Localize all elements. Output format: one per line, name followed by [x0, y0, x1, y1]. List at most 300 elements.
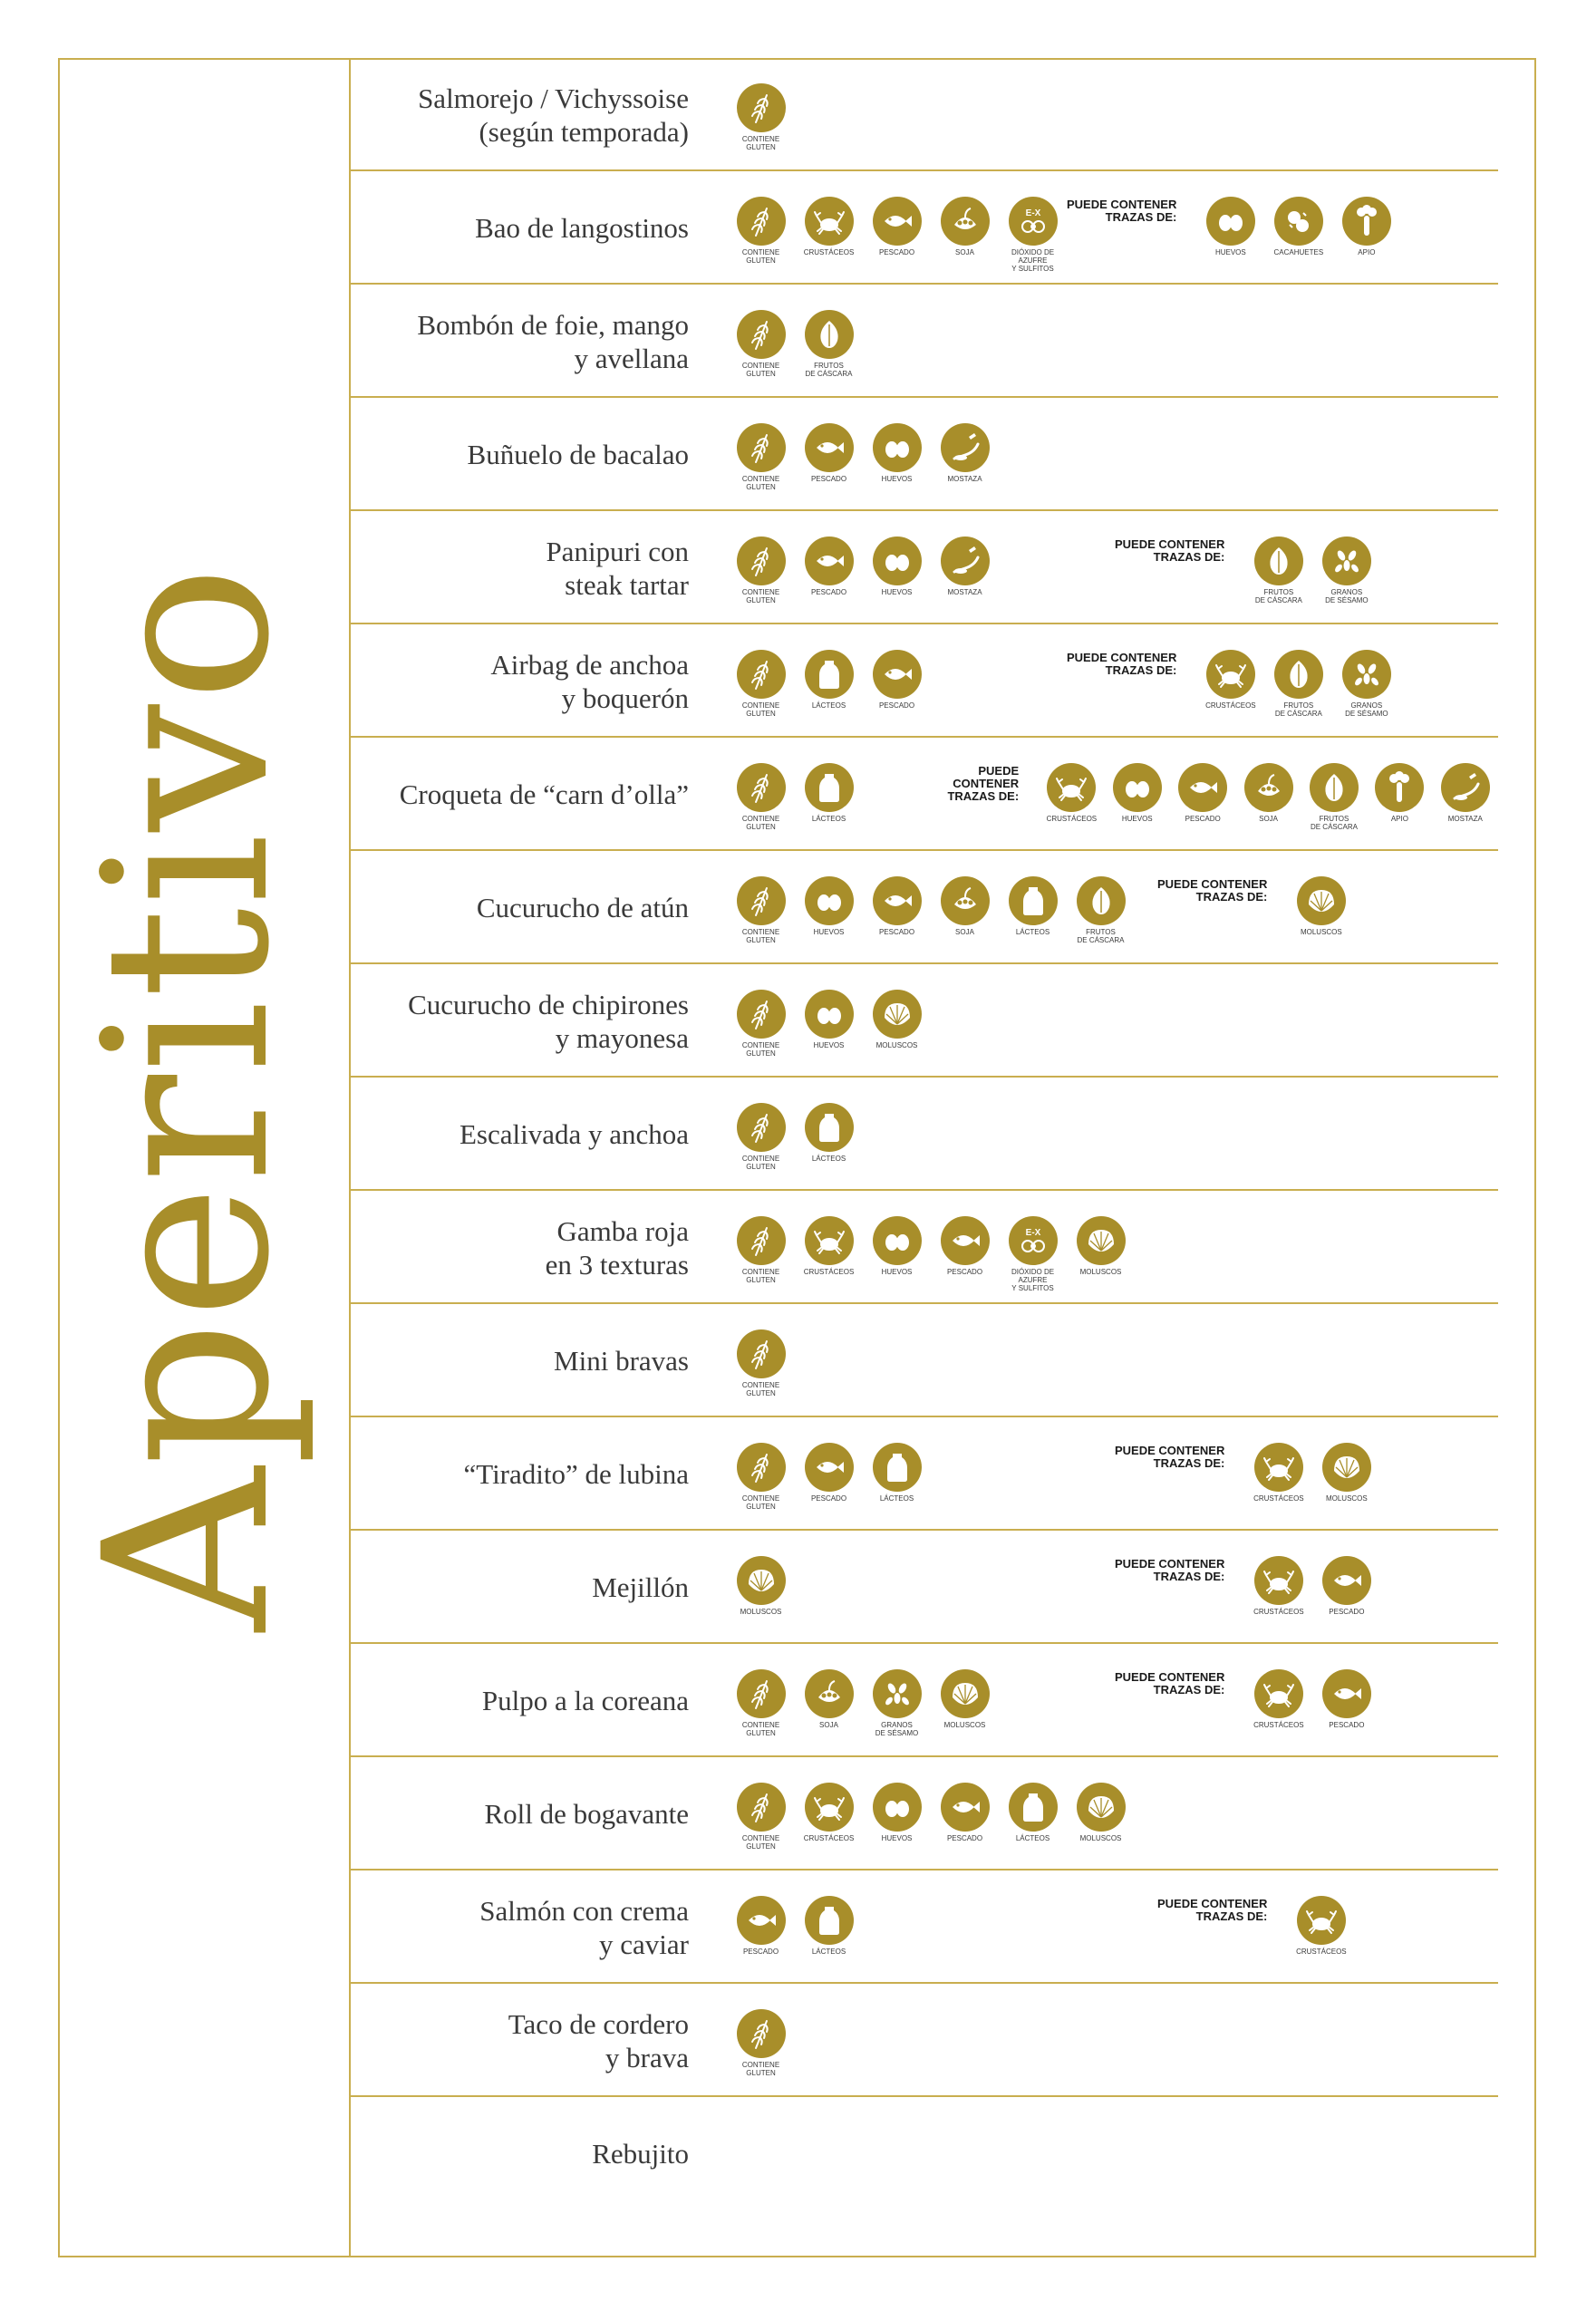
- allergen-list: [727, 1896, 863, 1956]
- allergen-label: HUEVOS: [1121, 815, 1153, 823]
- moluscos-icon: [873, 990, 922, 1039]
- allergen-label: CRUSTÁCEOS: [803, 248, 855, 256]
- gluten-allergen: [727, 1669, 795, 1737]
- huevos-icon: [873, 1216, 922, 1265]
- sesamo-icon: [1342, 650, 1391, 699]
- allergen-label: FRUTOS DE CÁSCARA: [1310, 815, 1358, 831]
- mostaza-icon: [1441, 763, 1490, 812]
- moluscos-allergen: [1067, 1783, 1135, 1851]
- allergen-label: CRUSTÁCEOS: [1253, 1721, 1304, 1729]
- sesamo-allergen: [1312, 536, 1380, 604]
- crustaceos-icon: [1206, 650, 1255, 699]
- pescado-icon: [737, 1896, 786, 1945]
- soja-allergen: [931, 876, 999, 944]
- trazas-label: PUEDE CONTENER TRAZAS DE:: [1067, 198, 1177, 224]
- dish-row: [351, 171, 1498, 285]
- allergen-label: LÁCTEOS: [1015, 1834, 1050, 1842]
- gluten-allergen: [727, 1216, 795, 1292]
- gluten-icon: [737, 1783, 786, 1832]
- apio-allergen: [1367, 763, 1432, 823]
- allergen-label: FRUTOS DE CÁSCARA: [1274, 701, 1322, 718]
- trazas-label: PUEDE CONTENER TRAZAS DE:: [1115, 1670, 1225, 1696]
- trazas-label: PUEDE CONTENER TRAZAS DE:: [1115, 1444, 1225, 1470]
- soja-allergen: [1235, 763, 1301, 823]
- frutos-icon: [1254, 536, 1303, 585]
- allergen-label: GRANOS DE SÉSAMO: [1325, 588, 1369, 604]
- gluten-icon: [737, 650, 786, 699]
- gluten-allergen: [727, 1329, 795, 1397]
- gluten-icon: [737, 1103, 786, 1152]
- allergen-list: [727, 1329, 795, 1397]
- allergen-label: LÁCTEOS: [811, 1948, 846, 1956]
- pescado-allergen: [1312, 1669, 1380, 1729]
- trazas-group: [1115, 1443, 1380, 1503]
- dish-name: Gamba roja en 3 texturas: [545, 1214, 689, 1281]
- gluten-icon: [737, 1669, 786, 1718]
- frutos-icon: [1310, 763, 1359, 812]
- gluten-icon: [737, 197, 786, 246]
- huevos-allergen: [863, 423, 931, 491]
- dish-row: [351, 624, 1498, 738]
- dish-name-cell: [400, 738, 689, 851]
- lacteos-allergen: [999, 876, 1067, 944]
- dish-name-cell: [418, 58, 689, 171]
- pescado-icon: [1178, 763, 1227, 812]
- sesamo-icon: [1322, 536, 1371, 585]
- huevos-icon: [1113, 763, 1162, 812]
- allergen-label: CRUSTÁCEOS: [1253, 1494, 1304, 1503]
- lacteos-allergen: [795, 1103, 863, 1171]
- allergen-label: MOLUSCOS: [1325, 1494, 1368, 1503]
- gluten-icon: [737, 1329, 786, 1378]
- pescado-icon: [873, 197, 922, 246]
- pescado-icon: [1322, 1669, 1371, 1718]
- lacteos-allergen: [795, 650, 863, 718]
- dish-name: Escalivada y anchoa: [459, 1118, 689, 1150]
- pescado-icon: [805, 423, 854, 472]
- gluten-icon: [737, 1216, 786, 1265]
- huevos-icon: [805, 876, 854, 925]
- allergen-list: [727, 1669, 999, 1737]
- allergen-label: HUEVOS: [813, 1041, 845, 1049]
- soja-allergen: [795, 1669, 863, 1737]
- pescado-allergen: [863, 650, 931, 718]
- gluten-allergen: [727, 990, 795, 1058]
- allergen-label: FRUTOS DE CÁSCARA: [1077, 928, 1125, 944]
- trazas-group: [1067, 197, 1400, 256]
- allergen-label: LÁCTEOS: [1015, 928, 1050, 936]
- allergen-list: [727, 310, 863, 378]
- allergen-label: PESCADO: [810, 588, 847, 596]
- dish-row: [351, 851, 1498, 964]
- crustaceos-icon: [805, 1783, 854, 1832]
- pescado-icon: [873, 650, 922, 699]
- dish-name: Croqueta de “carn d’olla”: [399, 778, 689, 810]
- allergen-label: CACAHUETES: [1273, 248, 1324, 256]
- pescado-icon: [941, 1216, 990, 1265]
- svg-text:E-X: E-X: [1025, 208, 1040, 218]
- trazas-group: [1115, 536, 1380, 604]
- dish-name-cell: [468, 398, 689, 511]
- dish-name: Roll de bogavante: [484, 1798, 689, 1830]
- allergen-label: MOLUSCOS: [943, 1721, 986, 1729]
- sesamo-allergen: [863, 1669, 931, 1737]
- allergen-label: MOSTAZA: [947, 475, 982, 483]
- allergen-list: [727, 876, 1135, 944]
- gluten-allergen: [727, 763, 795, 831]
- allergen-label: HUEVOS: [881, 1268, 913, 1276]
- allergen-label: HUEVOS: [1214, 248, 1246, 256]
- allergen-label: LÁCTEOS: [811, 701, 846, 710]
- allergen-label: CONTIENE GLUTEN: [741, 701, 780, 718]
- pescado-icon: [941, 1783, 990, 1832]
- dish-name: Salmorejo / Vichyssoise (según temporada): [418, 82, 689, 148]
- crustaceos-icon: [1254, 1556, 1303, 1605]
- frutos-allergen: [795, 310, 863, 378]
- frutos-allergen: [1264, 650, 1332, 718]
- allergen-label: CONTIENE GLUTEN: [741, 362, 780, 378]
- moluscos-allergen: [1067, 1216, 1135, 1292]
- dish-list: [351, 58, 1498, 2220]
- dish-name-cell: [546, 511, 689, 624]
- dish-name-cell: [459, 1078, 689, 1191]
- allergen-list: [727, 1103, 863, 1171]
- pescado-allergen: [931, 1783, 999, 1851]
- moluscos-allergen: [1312, 1443, 1380, 1503]
- allergen-label: CONTIENE GLUTEN: [741, 135, 780, 151]
- allergen-label: CRUSTÁCEOS: [1205, 701, 1256, 710]
- dish-name: Cucurucho de chipirones y mayonesa: [408, 988, 689, 1054]
- moluscos-icon: [941, 1669, 990, 1718]
- allergen-label: CONTIENE GLUTEN: [741, 815, 780, 831]
- dish-name-cell: [554, 1304, 689, 1417]
- lacteos-allergen: [795, 1896, 863, 1956]
- dish-row: [351, 58, 1498, 171]
- allergen-label: MOLUSCOS: [1079, 1268, 1122, 1276]
- lacteos-icon: [873, 1443, 922, 1492]
- lacteos-icon: [805, 763, 854, 812]
- dish-row: [351, 1757, 1498, 1870]
- dish-row: [351, 1078, 1498, 1191]
- lacteos-allergen: [863, 1443, 931, 1511]
- lacteos-icon: [805, 650, 854, 699]
- dish-row: [351, 1191, 1498, 1304]
- allergen-label: CONTIENE GLUTEN: [741, 1041, 780, 1058]
- moluscos-allergen: [863, 990, 931, 1058]
- allergen-label: SOJA: [1259, 815, 1279, 823]
- gluten-allergen: [727, 1443, 795, 1511]
- dish-name-cell: [546, 1191, 689, 1304]
- allergen-label: DIÓXIDO DE AZUFRE Y SULFITOS: [1011, 248, 1055, 273]
- frutos-allergen: [1244, 536, 1312, 604]
- crustaceos-allergen: [795, 197, 863, 273]
- allergen-label: PESCADO: [878, 928, 915, 936]
- pescado-icon: [805, 536, 854, 585]
- sulfitos-icon: [1009, 1216, 1058, 1265]
- dish-row: [351, 1984, 1498, 2097]
- gluten-allergen: [727, 536, 795, 604]
- gluten-allergen: [727, 1783, 795, 1851]
- dish-name-cell: [484, 1757, 689, 1870]
- allergen-label: FRUTOS DE CÁSCARA: [1254, 588, 1302, 604]
- cacahuetes-allergen: [1264, 197, 1332, 256]
- trazas-group: [1115, 1669, 1380, 1729]
- allergen-label: CRUSTÁCEOS: [1046, 815, 1098, 823]
- allergen-label: MOLUSCOS: [740, 1608, 782, 1616]
- gluten-allergen: [727, 310, 795, 378]
- pescado-icon: [873, 876, 922, 925]
- mostaza-allergen: [931, 536, 999, 604]
- lacteos-icon: [1009, 1783, 1058, 1832]
- pescado-icon: [1322, 1556, 1371, 1605]
- sulfitos-allergen: [999, 197, 1067, 273]
- allergen-label: PESCADO: [878, 701, 915, 710]
- soja-icon: [805, 1669, 854, 1718]
- moluscos-icon: [1077, 1783, 1126, 1832]
- dish-row: [351, 1531, 1498, 1644]
- moluscos-allergen: [931, 1669, 999, 1737]
- allergen-label: HUEVOS: [881, 1834, 913, 1842]
- dish-name-cell: [592, 1531, 689, 1644]
- trazas-label: PUEDE CONTENER TRAZAS DE:: [1115, 1557, 1225, 1583]
- pescado-allergen: [727, 1896, 795, 1956]
- soja-icon: [941, 876, 990, 925]
- allergen-label: SOJA: [819, 1721, 838, 1729]
- dish-row: [351, 1417, 1498, 1531]
- dish-name: Buñuelo de bacalao: [467, 439, 689, 470]
- gluten-allergen: [727, 876, 795, 944]
- huevos-icon: [873, 536, 922, 585]
- crustaceos-allergen: [1287, 1896, 1355, 1956]
- frutos-allergen: [1067, 876, 1135, 944]
- allergen-label: CONTIENE GLUTEN: [741, 588, 780, 604]
- allergen-label: PESCADO: [878, 248, 915, 256]
- allergen-label: SOJA: [955, 928, 974, 936]
- crustaceos-icon: [1047, 763, 1096, 812]
- allergen-list: [727, 423, 999, 491]
- allergen-label: CONTIENE GLUTEN: [741, 2061, 780, 2077]
- frutos-icon: [805, 310, 854, 359]
- allergen-label: LÁCTEOS: [811, 815, 846, 823]
- dish-name: Taco de cordero y brava: [508, 2007, 689, 2074]
- dish-name: “Tiradito” de lubina: [463, 1458, 689, 1490]
- dish-name: Rebujito: [592, 2138, 689, 2170]
- pescado-allergen: [863, 876, 931, 944]
- trazas-label: PUEDE CONTENER TRAZAS DE:: [1067, 651, 1177, 677]
- trazas-group: [1157, 876, 1355, 936]
- moluscos-icon: [737, 1556, 786, 1605]
- pescado-allergen: [795, 1443, 863, 1511]
- trazas-group: [1157, 1896, 1355, 1956]
- dish-name: Panipuri con steak tartar: [546, 535, 689, 601]
- dish-name: Bombón de foie, mango y avellana: [417, 308, 689, 374]
- allergen-list: [727, 536, 999, 604]
- allergen-label: PESCADO: [810, 1494, 847, 1503]
- dish-name-cell: [463, 1417, 689, 1531]
- allergen-label: MOLUSCOS: [1079, 1834, 1122, 1842]
- allergen-label: CONTIENE GLUTEN: [741, 475, 780, 491]
- allergen-label: MOLUSCOS: [1300, 928, 1342, 936]
- allergen-list: [727, 763, 863, 831]
- huevos-icon: [805, 990, 854, 1039]
- dish-name-cell: [417, 285, 689, 398]
- gluten-icon: [737, 763, 786, 812]
- trazas-group: [913, 763, 1498, 831]
- pescado-allergen: [931, 1216, 999, 1292]
- pescado-allergen: [795, 536, 863, 604]
- mostaza-icon: [941, 423, 990, 472]
- crustaceos-allergen: [1039, 763, 1104, 823]
- dish-name: Airbag de anchoa y boquerón: [490, 648, 689, 714]
- dish-row: [351, 2097, 1498, 2220]
- allergen-label: CONTIENE GLUTEN: [741, 1721, 780, 1737]
- crustaceos-icon: [805, 197, 854, 246]
- dish-name: Salmón con crema y caviar: [479, 1894, 689, 1960]
- gluten-icon: [737, 310, 786, 359]
- moluscos-icon: [1077, 1216, 1126, 1265]
- allergen-label: MOSTAZA: [1447, 815, 1483, 823]
- dish-row: [351, 738, 1498, 851]
- allergen-list: [727, 1783, 1135, 1851]
- huevos-allergen: [795, 990, 863, 1058]
- allergen-label: GRANOS DE SÉSAMO: [1345, 701, 1388, 718]
- mostaza-allergen: [931, 423, 999, 491]
- allergen-list: [727, 990, 931, 1058]
- mostaza-allergen: [1433, 763, 1498, 823]
- allergen-label: CRUSTÁCEOS: [1253, 1608, 1304, 1616]
- soja-icon: [941, 197, 990, 246]
- allergen-label: HUEVOS: [813, 928, 845, 936]
- dish-name: Pulpo a la coreana: [481, 1685, 689, 1716]
- gluten-allergen: [727, 197, 795, 273]
- allergen-label: HUEVOS: [881, 588, 913, 596]
- huevos-allergen: [863, 536, 931, 604]
- crustaceos-icon: [1254, 1443, 1303, 1492]
- gluten-icon: [737, 423, 786, 472]
- allergen-label: DIÓXIDO DE AZUFRE Y SULFITOS: [1011, 1268, 1055, 1292]
- trazas-group: [1115, 1556, 1380, 1616]
- dish-row: [351, 1304, 1498, 1417]
- huevos-icon: [873, 423, 922, 472]
- sesamo-allergen: [1332, 650, 1400, 718]
- crustaceos-icon: [805, 1216, 854, 1265]
- allergen-label: CRUSTÁCEOS: [803, 1834, 855, 1842]
- dish-name: Bao de langostinos: [475, 212, 689, 244]
- crustaceos-allergen: [1244, 1443, 1312, 1503]
- crustaceos-icon: [1254, 1669, 1303, 1718]
- allergen-label: CONTIENE GLUTEN: [741, 1494, 780, 1511]
- trazas-label: PUEDE CONTENER TRAZAS DE:: [947, 764, 1020, 803]
- gluten-allergen: [727, 650, 795, 718]
- allergen-label: APIO: [1358, 248, 1376, 256]
- sulfitos-icon: [1009, 197, 1058, 246]
- allergen-label: CONTIENE GLUTEN: [741, 1834, 780, 1851]
- allergen-label: LÁCTEOS: [811, 1155, 846, 1163]
- dish-name: Mini bravas: [554, 1345, 689, 1377]
- crustaceos-allergen: [795, 1216, 863, 1292]
- dish-row: [351, 964, 1498, 1078]
- section-title: Aperitivo: [55, 563, 319, 1631]
- lacteos-icon: [1009, 876, 1058, 925]
- allergen-list: [727, 197, 1067, 273]
- moluscos-allergen: [727, 1556, 795, 1616]
- frutos-allergen: [1301, 763, 1367, 831]
- huevos-allergen: [1196, 197, 1264, 256]
- lacteos-icon: [805, 1103, 854, 1152]
- cacahuetes-icon: [1274, 197, 1323, 246]
- moluscos-icon: [1322, 1443, 1371, 1492]
- allergen-list: [727, 1556, 795, 1616]
- gluten-allergen: [727, 1103, 795, 1171]
- dish-row: [351, 511, 1498, 624]
- allergen-label: PESCADO: [1329, 1608, 1365, 1616]
- soja-icon: [1244, 763, 1293, 812]
- dish-name-cell: [592, 2097, 689, 2210]
- mostaza-icon: [941, 536, 990, 585]
- dish-row: [351, 398, 1498, 511]
- allergen-label: FRUTOS DE CÁSCARA: [805, 362, 853, 378]
- svg-text:E-X: E-X: [1025, 1228, 1040, 1238]
- sesamo-icon: [873, 1669, 922, 1718]
- allergen-label: PESCADO: [810, 475, 847, 483]
- sulfitos-allergen: [999, 1216, 1067, 1292]
- dish-row: [351, 285, 1498, 398]
- trazas-label: PUEDE CONTENER TRAZAS DE:: [1115, 537, 1225, 564]
- huevos-icon: [873, 1783, 922, 1832]
- trazas-label: PUEDE CONTENER TRAZAS DE:: [1157, 1897, 1268, 1923]
- frutos-icon: [1077, 876, 1126, 925]
- allergen-label: CONTIENE GLUTEN: [741, 1268, 780, 1284]
- allergen-label: CONTIENE GLUTEN: [741, 1155, 780, 1171]
- huevos-icon: [1206, 197, 1255, 246]
- allergen-list: [727, 83, 795, 151]
- moluscos-allergen: [1287, 876, 1355, 936]
- huevos-allergen: [863, 1783, 931, 1851]
- allergen-list: [727, 1216, 1135, 1292]
- allergen-label: HUEVOS: [881, 475, 913, 483]
- crustaceos-allergen: [1244, 1669, 1312, 1729]
- gluten-allergen: [727, 2009, 795, 2077]
- apio-icon: [1375, 763, 1424, 812]
- lacteos-allergen: [795, 763, 863, 831]
- allergen-list: [727, 2009, 795, 2077]
- lacteos-icon: [805, 1896, 854, 1945]
- dish-name: Mejillón: [592, 1571, 689, 1603]
- allergen-label: CRUSTÁCEOS: [803, 1268, 855, 1276]
- gluten-icon: [737, 990, 786, 1039]
- moluscos-icon: [1297, 876, 1346, 925]
- crustaceos-allergen: [795, 1783, 863, 1851]
- allergen-label: SOJA: [955, 248, 974, 256]
- soja-allergen: [931, 197, 999, 273]
- pescado-allergen: [863, 197, 931, 273]
- pescado-allergen: [1170, 763, 1235, 823]
- allergen-label: APIO: [1390, 815, 1408, 823]
- dish-name-cell: [479, 1870, 689, 1984]
- crustaceos-allergen: [1196, 650, 1264, 710]
- dish-name: Cucurucho de atún: [476, 892, 689, 923]
- gluten-icon: [737, 876, 786, 925]
- frutos-icon: [1274, 650, 1323, 699]
- allergen-label: PESCADO: [742, 1948, 779, 1956]
- dish-name-cell: [482, 1644, 689, 1757]
- huevos-allergen: [863, 1216, 931, 1292]
- crustaceos-icon: [1297, 1896, 1346, 1945]
- dish-name-cell: [477, 851, 689, 964]
- allergen-label: LÁCTEOS: [879, 1494, 914, 1503]
- allergen-label: PESCADO: [946, 1834, 983, 1842]
- dish-row: [351, 1644, 1498, 1757]
